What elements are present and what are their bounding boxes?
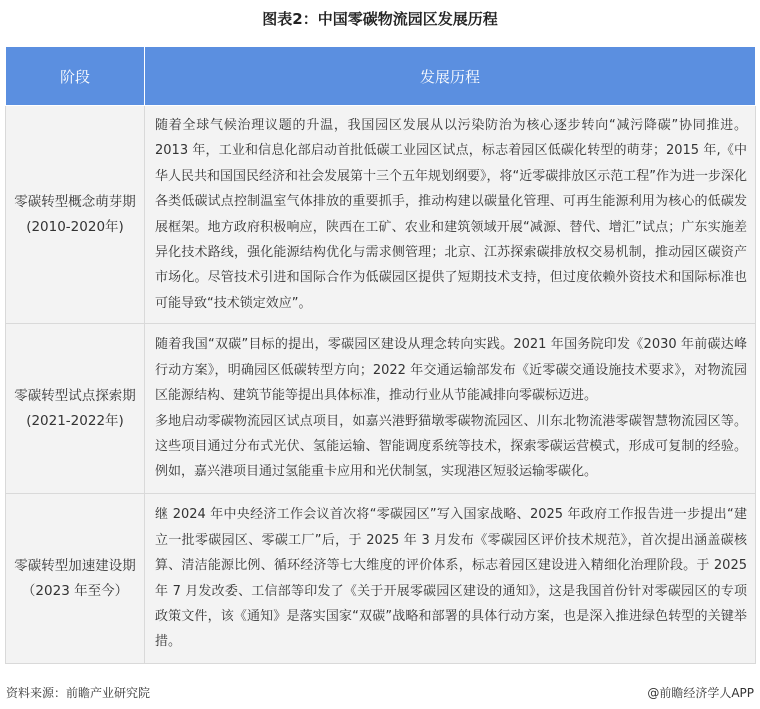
brand-credit: @前瞻经济学人APP [647,686,754,700]
source-note: 资料来源：前瞻产业研究院 [6,686,151,700]
stage-cell: 零碳转型概念萌芽期(2010-2020年) [6,106,145,324]
table-row [6,106,756,324]
history-cell [145,494,756,664]
stage-cell: 零碳转型加速建设期（2023 年至今） [6,494,145,664]
history-cell [145,106,756,324]
table-row [6,494,756,664]
history-paragraph: 随着我国“双碳”目标的提出，零碳园区建设从理念转向实践。2021 年国务院印发《2030 年前碳达峰行动方案》，明确园区低碳转型方向；2022 年交通运输部发布《近零碳交通设施技术要求》，对物流园区能源结构、建筑节能等提出具体标准，推动行业从节能减排向零碳标迈进。 [155,337,747,404]
development-table [5,46,756,664]
table-row [6,324,756,494]
history-cell [145,324,756,494]
history-paragraph: 继 2024 年中央经济工作会议首次将“零碳园区”写入国家战略、2025 年政府工作报告进一步提出“建立一批零碳园区、零碳工厂”后，于 2025 年 3 月发布《零碳园区评价技术规范》，首次提出涵盖碳核算、清洁能源比例、循环经济等七大维度的评价体系，标志着园区建设进入精细化治理阶段。于 2025 年 7 月发改委、工信部等印发了《关于开展零碳园区建设的通知》，这是我国首份针对零碳园区的专项政策文件，该《通知》是落实国家“双碳”战略和部署的具体行动方案，也是深入推进绿色转型的关键举措。 [155,507,747,650]
header-stage: 阶段 [6,47,145,106]
table-header-row [6,47,756,106]
figure-title: 图表2：中国零碳物流园区发展历程 [262,10,498,28]
history-paragraph: 多地启动零碳物流园区试点项目，如嘉兴港野猫墩零碳物流园区、川东北物流港零碳智慧物流园区等。这些项目通过分布式光伏、氢能运输、智能调度系统等技术，探索零碳运营模式，形成可复制的经验。例如，嘉兴港项目通过氢能重卡应用和光伏制氢，实现港区短驳运输零碳化。 [155,413,747,480]
header-history: 发展历程 [145,47,756,106]
history-paragraph: 随着全球气候治理议题的升温，我国园区发展从以污染防治为核心逐步转向“减污降碳”协同推进。2013 年，工业和信息化部启动首批低碳工业园区试点，标志着园区低碳化转型的萌芽；2015 年,《中华人民共和国国民经济和社会发展第十三个五年规划纲要》，将“近零碳排放区示范工程”作为进一步深化各类低碳试点控制温室气体排放的重要抓手，推动构建以碳量化管理、可再生能源利用为核心的低碳发展框架。地方政府积极响应，陕西在工矿、农业和建筑领域开展“减源、替代、增汇”试点；广东实施差异化技术路线，强化能源结构优化与需求侧管理；北京、江苏探索碳排放权交易机制，推动园区碳资产市场化。尽管技术引进和国际合作为低碳园区提供了短期技术支持，但过度依赖外资技术和国际标准也可能导致“技术锁定效应”。 [155,117,747,311]
stage-cell: 零碳转型试点探索期(2021-2022年) [6,324,145,494]
